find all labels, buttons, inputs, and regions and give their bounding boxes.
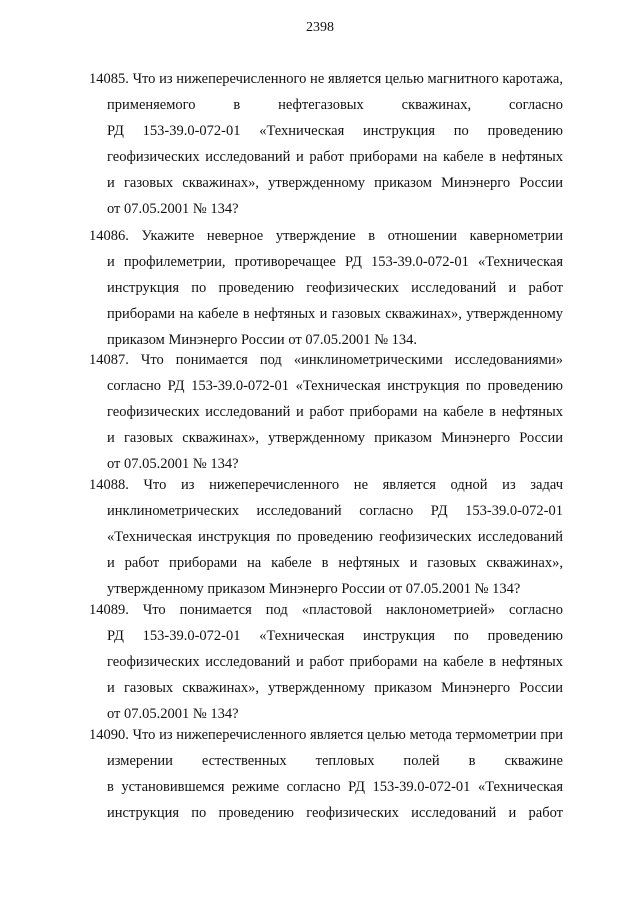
question-line: 14089. Что понимается под «пластовой наклонометрией» согласно xyxy=(89,602,563,618)
question-line: от 07.05.2001 № 134? xyxy=(107,201,239,217)
question-line: приказом Минэнерго России от 07.05.2001 № 134. xyxy=(107,332,418,348)
question-line: инструкция по проведению геофизических исследований и работ xyxy=(107,280,563,296)
question-line: и газовых скважинах», утвержденному приказом Минэнерго России xyxy=(107,430,563,446)
question-line: и газовых скважинах», утвержденному приказом Минэнерго России xyxy=(107,680,563,696)
question-line: утвержденному приказом Минэнерго России от 07.05.2001 № 134? xyxy=(107,581,521,597)
question-14085 xyxy=(89,66,563,222)
question-14086 xyxy=(89,223,563,353)
question-line: измерении естественных тепловых полей в скважине xyxy=(107,753,563,769)
page-number: 2398 xyxy=(306,20,334,35)
question-line: 14088. Что из нижеперечисленного не является одной из задач xyxy=(89,477,563,493)
question-line: 14086. Укажите неверное утверждение в отношении кавернометрии xyxy=(89,228,563,244)
question-line: инструкция по проведению геофизических исследований и работ xyxy=(107,805,563,821)
question-line: и работ приборами на кабеле в нефтяных и газовых скважинах», xyxy=(107,555,563,571)
question-line: и профилеметрии, противоречащее РД 153-39.0-072-01 «Техническая xyxy=(107,254,563,270)
question-line: и газовых скважинах», утвержденному приказом Минэнерго России xyxy=(107,175,563,191)
question-line: геофизических исследований и работ приборами на кабеле в нефтяных xyxy=(107,654,563,670)
question-line: приборами на кабеле в нефтяных и газовых скважинах», утвержденному xyxy=(107,306,563,322)
question-line: от 07.05.2001 № 134? xyxy=(107,456,239,472)
question-14090 xyxy=(89,722,563,826)
question-line: РД 153-39.0-072-01 «Техническая инструкция по проведению xyxy=(107,628,563,644)
question-line: согласно РД 153-39.0-072-01 «Техническая инструкция по проведению xyxy=(107,378,563,394)
question-line: «Техническая инструкция по проведению геофизических исследований xyxy=(107,529,563,545)
question-line: 14087. Что понимается под «инклинометрическими исследованиями» xyxy=(89,352,563,368)
question-line: РД 153-39.0-072-01 «Техническая инструкция по проведению xyxy=(107,123,563,139)
question-line: геофизических исследований и работ приборами на кабеле в нефтяных xyxy=(107,149,563,165)
question-line: 14085. Что из нижеперечисленного не является целью магнитного каротажа, xyxy=(89,71,563,87)
question-line: инклинометрических исследований согласно РД 153-39.0-072-01 xyxy=(107,503,563,519)
question-14089 xyxy=(89,597,563,727)
question-line: в установившемся режиме согласно РД 153-39.0-072-01 «Техническая xyxy=(107,779,563,795)
question-line: применяемого в нефтегазовых скважинах, согласно xyxy=(107,97,563,113)
question-line: 14090. Что из нижеперечисленного является целью метода термометрии при xyxy=(89,727,563,743)
question-14087 xyxy=(89,347,563,477)
question-line: геофизических исследований и работ приборами на кабеле в нефтяных xyxy=(107,404,563,420)
question-line: от 07.05.2001 № 134? xyxy=(107,706,239,722)
question-14088 xyxy=(89,472,563,602)
